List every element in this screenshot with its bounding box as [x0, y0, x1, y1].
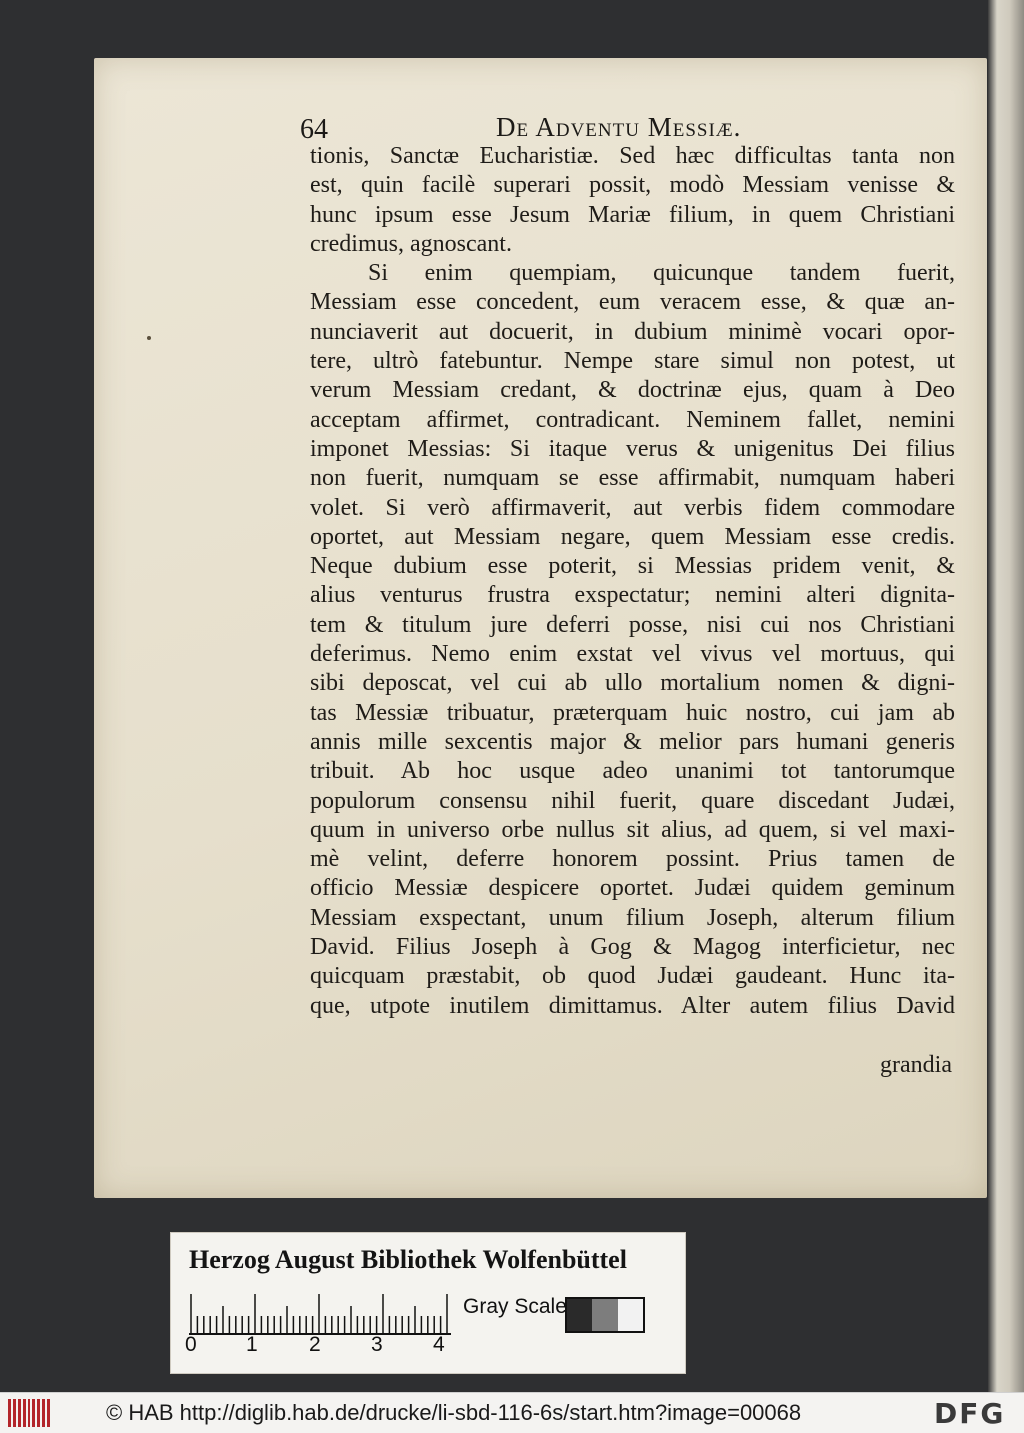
ruler-number: 1 [246, 1333, 258, 1356]
adjacent-page-edge [988, 0, 1024, 1392]
text-line: verum Messiam credant, & doctrinæ ejus, quam à Deo [310, 377, 955, 404]
text-line: tas Messiæ tribuatur, præterquam huic nostro, cui jam ab [310, 699, 955, 726]
text-line: hunc ipsum esse Jesum Mariæ filium, in quem Christiani [310, 201, 955, 228]
text-line: volet. Si verò affirmaverit, aut verbis fidem commodare [310, 494, 955, 521]
running-head: De Adventu Messiæ. [496, 112, 742, 142]
text-line: tere, ultrò fatebuntur. Nempe stare simul non potest, ut [310, 348, 955, 375]
margin-mark [147, 336, 151, 340]
grayscale-swatch-mid [592, 1299, 617, 1331]
library-label-card [170, 1232, 686, 1374]
text-line: tribuit. Ab hoc usque adeo unanimi tot tantorumque [310, 758, 955, 785]
text-line: sibi deposcat, vel cui ab ullo mortalium nomen & digni- [310, 670, 955, 697]
grayscale-swatch-light [618, 1299, 643, 1331]
grayscale-swatch-dark [567, 1299, 592, 1331]
dfg-logo: DFG [934, 1397, 1006, 1430]
body-text [310, 142, 955, 1021]
text-line: Neque dubium esse poterit, si Messias pridem venit, & [310, 553, 955, 580]
text-line: annis mille sexcentis major & melior pars humani generis [310, 728, 955, 755]
text-line: Si enim quempiam, quicunque tandem fuerit, [368, 260, 955, 287]
hab-logo-icon [8, 1399, 50, 1427]
text-line: tionis, Sanctæ Eucharistiæ. Sed hæc difficultas tanta non [310, 143, 955, 169]
grayscale-label: Gray Scale [463, 1295, 567, 1318]
text-line: credimus, agnoscant. [310, 230, 512, 257]
text-line: Messiam exspectant, unum filium Joseph, alterum filium [310, 904, 955, 931]
text-line: acceptam affirmet, contradicant. Neminem fallet, nemini [310, 406, 955, 433]
catchword: grandia [880, 1052, 952, 1078]
text-line: oportet, aut Messiam negare, quem Messiam esse credis. [310, 523, 955, 550]
text-line: officio Messiæ despicere oportet. Judæi quidem geminum [310, 875, 955, 902]
text-line: Messiam esse concedent, eum veracem esse, & quæ an- [310, 289, 955, 316]
text-line: David. Filius Joseph à Gog & Magog interficietur, nec [310, 934, 955, 961]
text-line: quicquam præstabit, ob quod Judæi gaudeant. Hunc ita- [310, 963, 955, 990]
text-line: mè velint, deferre honorem possint. Prius tamen de [310, 846, 955, 873]
grayscale-swatches [565, 1297, 645, 1333]
ruler-numbers [185, 1333, 475, 1363]
text-line: non fuerit, numquam se esse affirmabit, numquam haberi [310, 465, 955, 492]
ruler-number: 4 [433, 1333, 445, 1356]
ruler-number: 2 [309, 1333, 321, 1356]
text-line: nunciaverit aut docuerit, in dubium minimè vocari opor- [310, 318, 955, 345]
text-line: que, utpote inutilem dimittamus. Alter autem filius David [310, 992, 955, 1019]
ruler-number: 0 [185, 1333, 197, 1356]
ruler-scale [189, 1291, 459, 1335]
footer-bar [0, 1392, 1024, 1433]
ruler-number: 3 [371, 1333, 383, 1356]
text-line: est, quin facilè superari possit, modò Messiam venisse & [310, 172, 955, 199]
text-line: alius venturus frustra exspectatur; nemini alteri dignita- [310, 582, 955, 609]
text-line: populorum consensu nihil fuerit, quare discedant Judæi, [310, 787, 955, 814]
text-line: imponet Messias: Si itaque verus & unigenitus Dei filius [310, 435, 955, 462]
text-line: deferimus. Nemo enim exstat vel vivus vel mortuus, qui [310, 641, 955, 668]
footer-link[interactable]: © HAB http://diglib.hab.de/drucke/li-sbd-116-6s/start.htm?image=00068 [106, 1400, 802, 1425]
text-line: tem & titulum jure deferri posse, nisi cui nos Christiani [310, 611, 955, 638]
library-name: Herzog August Bibliothek Wolfenbüttel [189, 1245, 627, 1274]
text-line: quum in universo orbe nullus sit alius, ad quem, si vel maxi- [310, 816, 955, 843]
page-number: 64 [300, 114, 328, 145]
